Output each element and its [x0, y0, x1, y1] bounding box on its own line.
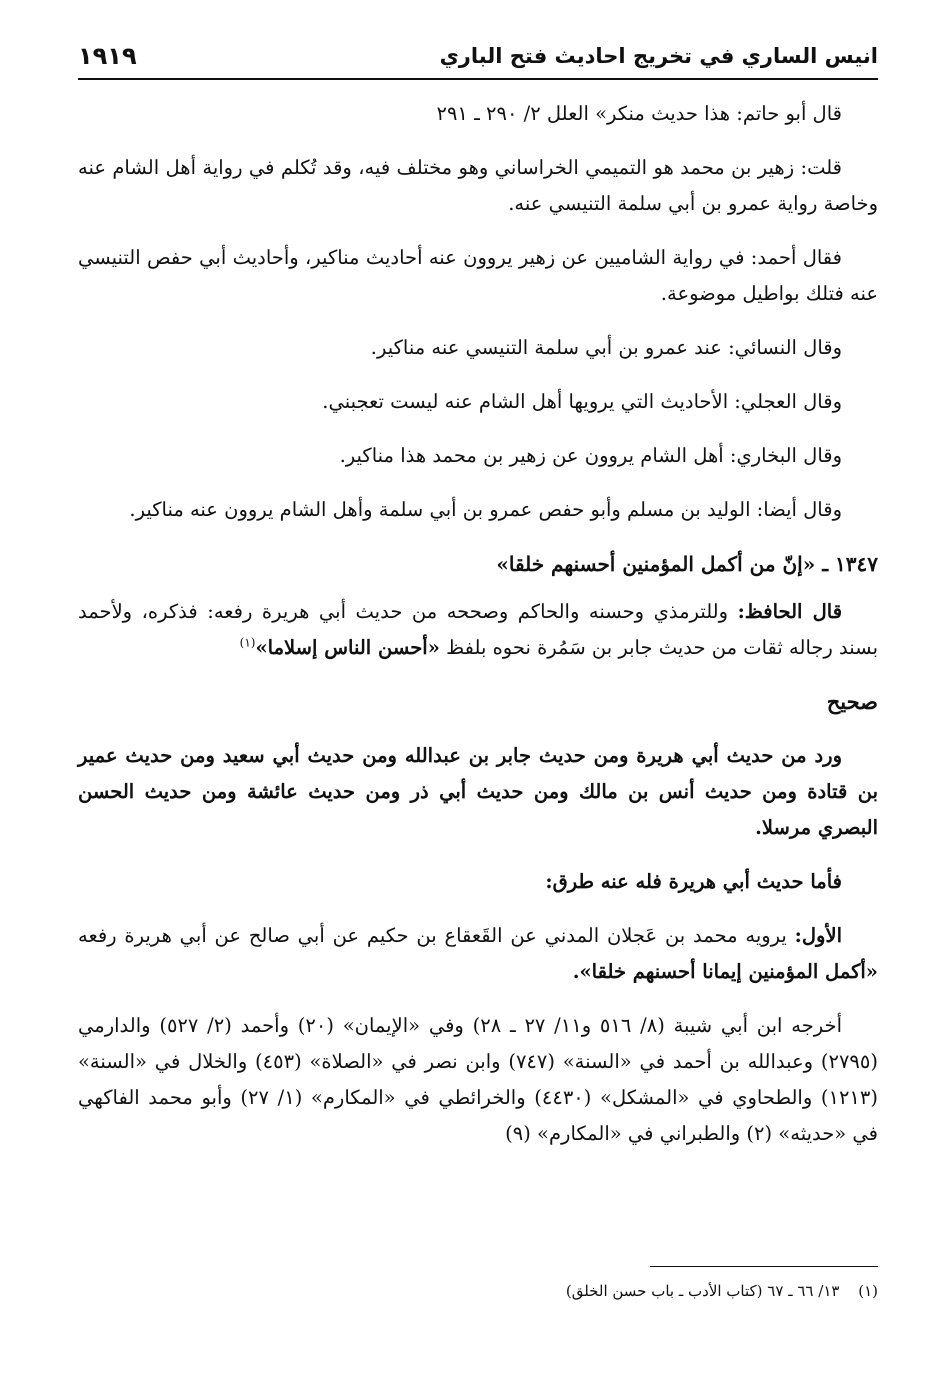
turuq-heading: فأما حديث أبي هريرة فله عنه طرق:: [545, 870, 842, 893]
footnote-ref: (١): [239, 635, 256, 650]
hafiz-paragraph: [78, 594, 878, 666]
entry-number: ١٣٤٧: [835, 552, 878, 576]
running-header: [78, 40, 878, 76]
first-route-quote: «أكمل المؤمنين إيمانا أحسنهم خلقا».: [572, 960, 878, 983]
first-route-text: يرويه محمد بن عَجلان المدني عن القَعقاع بن حكيم عن أبي صالح عن أبي هريرة رفعه: [78, 924, 787, 947]
first-route-label: الأول:: [794, 924, 842, 947]
wurood-paragraph: ورد من حديث أبي هريرة ومن حديث جابر بن عبدالله ومن حديث أبي سعيد ومن حديث عمير بن قتادة ومن حديث أنس بن مالك ومن حديث أبي ذر ومن حديث عائشة ومن حديث الحسن البصري مرسلا.: [78, 744, 878, 839]
book-title: انيس الساري في تخريج احاديث فتح الباري: [439, 44, 878, 68]
hafiz-text: وللترمذي وحسنه والحاكم وصححه من حديث أبي هريرة رفعه: فذكره، ولأحمد بسند رجاله ثقات من حديث جابر بن سَمُرة نحوه بلفظ: [78, 600, 878, 659]
paragraph-ijli: وقال العجلي: الأحاديث التي يرويها أهل الشام عنه ليست تعجبني.: [322, 390, 842, 413]
first-route-paragraph: [78, 918, 878, 990]
page-body: [78, 96, 878, 1170]
hafiz-quote: «أحسن الناس إسلاما»: [255, 636, 440, 659]
takhrij-paragraph: أخرجه ابن أبي شيبة (٨/ ٥١٦ و١١/ ٢٧ ـ ٢٨) وفي «الإيمان» (٢٠) وأحمد (٢/ ٥٢٧) والدارمي (٢٧٩٥) وعبدالله بن أحمد في «السنة» (٧٤٧) وابن نصر في «الصلاة» (٤٥٣) والخلال في «السنة» (١٢١٣) والطحاوي في «المشكل» (٤٤٣٠) والخرائطي في «المكارم» (١/ ٢٧) وأبو محمد الفاكهي في «حديثه» (٢) والطبراني في «المكارم» (٩): [78, 1014, 878, 1145]
footnote-rule: [650, 1266, 878, 1267]
entry-dash: ـ: [822, 552, 829, 576]
entry-text: «إنّ من أكمل المؤمنين أحسنهم خلقا»: [496, 552, 816, 576]
ruling-heading: صحيح: [826, 689, 878, 714]
hadith-entry-heading: [78, 546, 878, 582]
footnote: [552, 1282, 878, 1300]
paragraph-abu-hatim: قال أبو حاتم: هذا حديث منكر» العلل ٢/ ٢٩٠ ـ ٢٩١: [436, 102, 842, 125]
paragraph-ahmad: فقال أحمد: في رواية الشاميين عن زهير يروون عنه أحاديث مناكير، وأحاديث أبي حفص التنيسي عنه فتلك بواطيل موضوعة.: [78, 246, 878, 305]
paragraph-zuhair: قلت: زهير بن محمد هو التميمي الخراساني وهو مختلف فيه، وقد تُكلم في رواية أهل الشام عنه وخاصة رواية عمرو بن أبي سلمة التنيسي عنه.: [78, 156, 878, 215]
paragraph-bukhari-also: وقال أيضا: الوليد بن مسلم وأبو حفص عمرو بن أبي سلمة وأهل الشام يروون عنه مناكير.: [129, 498, 842, 521]
hafiz-label: قال الحافظ:: [737, 600, 843, 623]
paragraph-bukhari: وقال البخاري: أهل الشام يروون عن زهير بن محمد هذا مناكير.: [339, 444, 842, 467]
footnote-marker: (١): [858, 1282, 878, 1300]
footnote-text: ١٣/ ٦٦ ـ ٦٧ (كتاب الأدب ـ باب حسن الخلق): [565, 1282, 840, 1300]
paragraph-nasai: وقال النسائي: عند عمرو بن أبي سلمة التنيسي عنه مناكير.: [370, 336, 842, 359]
header-rule: [78, 78, 878, 80]
page-number: ١٩١٩: [78, 42, 137, 70]
